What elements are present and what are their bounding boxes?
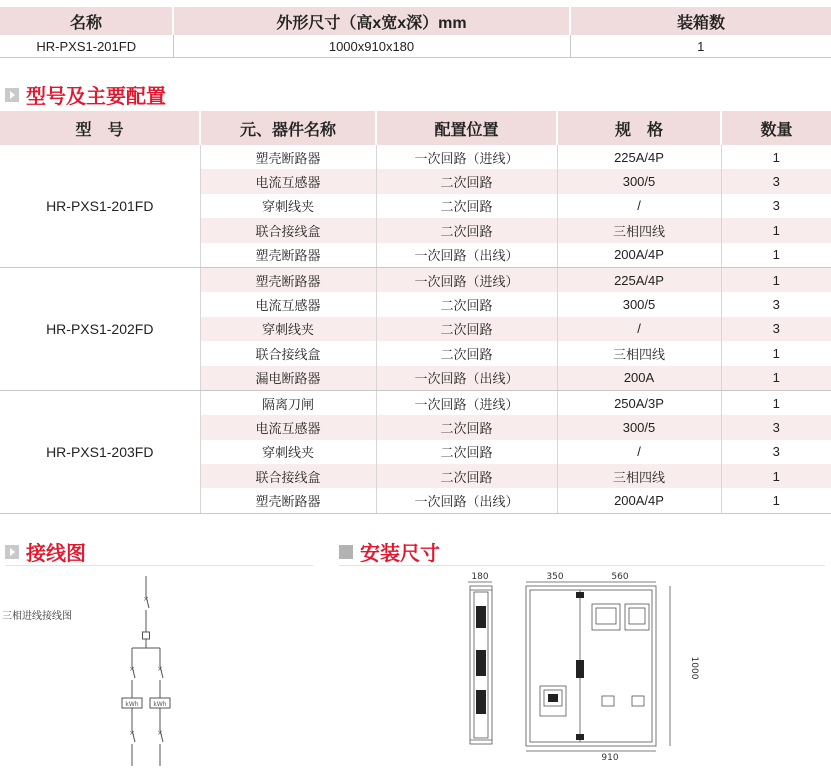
component-cell: 穿刺线夹 [200,194,376,218]
component-cell: 电流互感器 [200,415,376,439]
component-cell: 塑壳断路器 [200,267,376,292]
section-square-icon [339,545,353,559]
qty-cell: 3 [721,194,831,218]
meter-label-1: kWh [125,701,139,708]
section-arrow-icon [5,88,19,102]
svg-text:×: × [157,729,163,737]
dim-right-label: 560 [611,572,629,582]
qty-cell: 3 [721,169,831,193]
qty-cell: 3 [721,440,831,464]
model-cell: HR-PXS1-201FD [0,145,200,267]
position-cell: 一次回路（出线） [376,243,557,268]
position-cell: 一次回路（进线） [376,390,557,415]
install-divider [339,565,825,566]
table-row [0,145,831,169]
config-table-body [0,145,831,513]
position-cell: 二次回路 [376,194,557,218]
position-cell: 二次回路 [376,218,557,242]
component-cell: 塑壳断路器 [200,145,376,169]
summary-header-name: 名称 [0,7,173,35]
position-cell: 二次回路 [376,464,557,488]
config-header-row [0,111,831,145]
spec-cell: 三相四线 [557,341,721,365]
spec-cell: 300/5 [557,415,721,439]
component-cell: 联合接线盒 [200,464,376,488]
meter-label-2: kWh [153,701,167,708]
summary-cell-qty: 1 [570,35,831,58]
wiring-section-heading [5,537,86,566]
spec-cell: 300/5 [557,292,721,316]
qty-cell: 3 [721,415,831,439]
config-table [0,111,831,514]
model-cell: HR-PXS1-202FD [0,267,200,390]
component-cell: 穿刺线夹 [200,317,376,341]
dim-depth-label: 180 [471,572,489,582]
qty-cell: 1 [721,243,831,268]
spec-cell: / [557,440,721,464]
summary-header-size: 外形尺寸（高x宽x深）mm [173,7,570,35]
position-cell: 一次回路（出线） [376,488,557,513]
spec-cell: 三相四线 [557,464,721,488]
spec-cell: 225A/4P [557,267,721,292]
qty-cell: 1 [721,341,831,365]
spec-cell: / [557,194,721,218]
config-header-position: 配置位置 [376,111,557,145]
summary-header-row [0,7,831,35]
component-cell: 漏电断路器 [200,366,376,391]
spec-cell: / [557,317,721,341]
config-section-title: 型号及主要配置 [26,86,166,108]
wiring-caption: 三相进线接线图 [2,611,72,622]
position-cell: 二次回路 [376,292,557,316]
qty-cell: 3 [721,292,831,316]
summary-cell-size: 1000x910x180 [173,35,570,58]
component-cell: 穿刺线夹 [200,440,376,464]
component-cell: 联合接线盒 [200,218,376,242]
qty-cell: 1 [721,488,831,513]
svg-text:×: × [143,595,149,603]
position-cell: 一次回路（进线） [376,145,557,169]
wiring-divider [5,565,313,566]
position-cell: 二次回路 [376,415,557,439]
config-header-qty: 数量 [721,111,831,145]
install-drawing [460,568,700,766]
wiring-section-title: 接线图 [26,543,86,565]
dim-width-label: 910 [601,753,619,763]
dim-left-label: 350 [546,572,564,582]
config-header-spec: 规 格 [557,111,721,145]
svg-text:×: × [157,665,163,673]
summary-cell-name: HR-PXS1-201FD [0,35,173,58]
spec-cell: 225A/4P [557,145,721,169]
spec-cell: 300/5 [557,169,721,193]
qty-cell: 1 [721,390,831,415]
position-cell: 二次回路 [376,440,557,464]
qty-cell: 1 [721,218,831,242]
config-header-component: 元、器件名称 [200,111,376,145]
section-arrow-icon [5,545,19,559]
spec-cell: 200A [557,366,721,391]
dim-height-label: 1000 [689,656,699,680]
component-cell: 塑壳断路器 [200,243,376,268]
config-section-heading [5,80,166,109]
install-section-title: 安装尺寸 [360,543,440,565]
spec-cell: 200A/4P [557,488,721,513]
qty-cell: 1 [721,267,831,292]
position-cell: 一次回路（进线） [376,267,557,292]
position-cell: 二次回路 [376,317,557,341]
table-row [0,390,831,415]
spec-cell: 200A/4P [557,243,721,268]
summary-data-row [0,35,831,58]
component-cell: 联合接线盒 [200,341,376,365]
table-row [0,267,831,292]
position-cell: 二次回路 [376,169,557,193]
summary-table [0,7,831,58]
component-cell: 隔离刀闸 [200,390,376,415]
component-cell: 电流互感器 [200,169,376,193]
spec-cell: 250A/3P [557,390,721,415]
qty-cell: 1 [721,366,831,391]
wiring-diagram [118,570,178,768]
install-section-heading [339,537,440,566]
component-cell: 电流互感器 [200,292,376,316]
position-cell: 二次回路 [376,341,557,365]
model-cell: HR-PXS1-203FD [0,390,200,513]
qty-cell: 1 [721,464,831,488]
component-cell: 塑壳断路器 [200,488,376,513]
svg-text:×: × [129,729,135,737]
position-cell: 一次回路（出线） [376,366,557,391]
svg-text:×: × [129,665,135,673]
summary-header-qty: 装箱数 [570,7,831,35]
qty-cell: 1 [721,145,831,169]
spec-cell: 三相四线 [557,218,721,242]
config-header-model: 型 号 [0,111,200,145]
qty-cell: 3 [721,317,831,341]
